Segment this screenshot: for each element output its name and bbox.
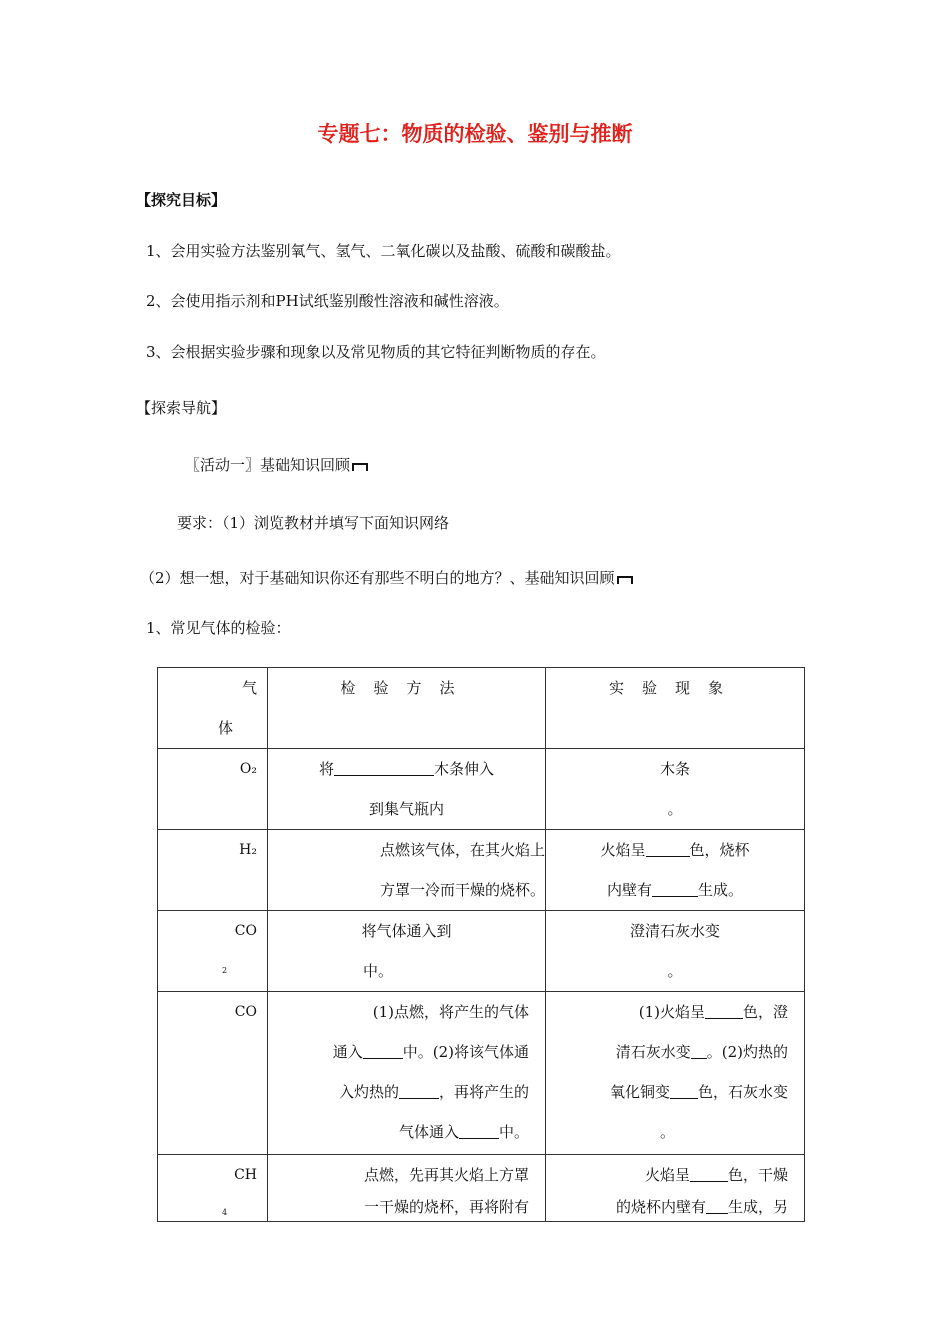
- fill-blank[interactable]: [459, 1122, 499, 1139]
- table-row: [158, 911, 805, 992]
- bracket-mark-icon: [352, 463, 368, 471]
- method-cell-o2: 将 木条伸入 到集气瓶内: [268, 749, 546, 830]
- activity-text: 〖活动一〗基础知识回顾: [185, 456, 351, 474]
- phenomenon-cell-h2: 火焰呈 色，烧杯 内壁有 生成。: [546, 830, 805, 911]
- nav-heading: 【探索导航】: [136, 399, 227, 417]
- header-phenomenon: 实验现象: [546, 668, 805, 749]
- gas-cell-h2: H₂: [158, 830, 268, 911]
- goal-item-2: 2、会使用指示剂和PH试纸鉴别酸性溶液和碱性溶液。: [146, 292, 509, 310]
- requirement-line: 要求：（1）浏览教材并填写下面知识网络: [177, 514, 450, 532]
- method-cell-co: (1)点燃，将产生的气体 通入 中。(2)将该气体通 入灼热的 ，再将产生的 气体通入 中。: [268, 992, 546, 1155]
- fill-blank[interactable]: [691, 1042, 707, 1059]
- table-row: [158, 1155, 805, 1222]
- table-header-row: [158, 668, 805, 749]
- header-gas: 气 体: [158, 668, 268, 749]
- fill-blank[interactable]: [690, 1165, 728, 1182]
- table-row: [158, 992, 805, 1155]
- method-cell-h2: 点燃该气体，在其火焰上 方罩一冷而干燥的烧杯。: [268, 830, 546, 911]
- goal-item-3: 3、会根据实验步骤和现象以及常见物质的其它特征判断物质的存在。: [146, 343, 606, 361]
- fill-blank[interactable]: [363, 1042, 403, 1059]
- gas-cell-co: CO: [158, 992, 268, 1155]
- table-row: [158, 749, 805, 830]
- method-cell-ch4: 点燃，先再其火焰上方罩 一干燥的烧杯，再将附有: [268, 1155, 546, 1222]
- gas-cell-co2: CO 2: [158, 911, 268, 992]
- method-cell-co2: 将气体通入到 中。: [268, 911, 546, 992]
- phenomenon-cell-o2: 木条 。: [546, 749, 805, 830]
- table-row: [158, 830, 805, 911]
- fill-blank[interactable]: [652, 880, 698, 897]
- think-line: [140, 567, 633, 588]
- header-method: 检验方法: [268, 668, 546, 749]
- fill-blank[interactable]: [646, 840, 690, 857]
- gas-cell-ch4: CH 4: [158, 1155, 268, 1222]
- fill-blank[interactable]: [399, 1082, 439, 1099]
- fill-blank[interactable]: [706, 1197, 728, 1214]
- think-text: （2）想一想，对于基础知识你还有那些不明白的地方？、基础知识回顾: [140, 569, 615, 587]
- bracket-mark-icon: [617, 576, 633, 584]
- phenomenon-cell-co: (1)火焰呈 色，澄 清石灰水变 。(2)灼热的 氧化铜变 色，石灰水变 。: [546, 992, 805, 1155]
- goal-item-1: 1、会用实验方法鉴别氧气、氢气、二氧化碳以及盐酸、硫酸和碳酸盐。: [146, 242, 621, 260]
- section-heading: 1、常见气体的检验：: [146, 619, 291, 637]
- fill-blank[interactable]: [705, 1002, 743, 1019]
- activity-line: [185, 454, 368, 475]
- phenomenon-cell-co2: 澄清石灰水变 。: [546, 911, 805, 992]
- fill-blank[interactable]: [670, 1082, 698, 1099]
- page-title: 专题七：物质的检验、鉴别与推断: [317, 122, 633, 146]
- phenomenon-cell-ch4: 火焰呈 色，干燥 的烧杯内壁有 生成，另: [546, 1155, 805, 1222]
- gas-test-table: [157, 667, 805, 1222]
- goals-heading: 【探究目标】: [136, 191, 227, 209]
- fill-blank[interactable]: [334, 759, 434, 776]
- gas-cell-o2: O₂: [158, 749, 268, 830]
